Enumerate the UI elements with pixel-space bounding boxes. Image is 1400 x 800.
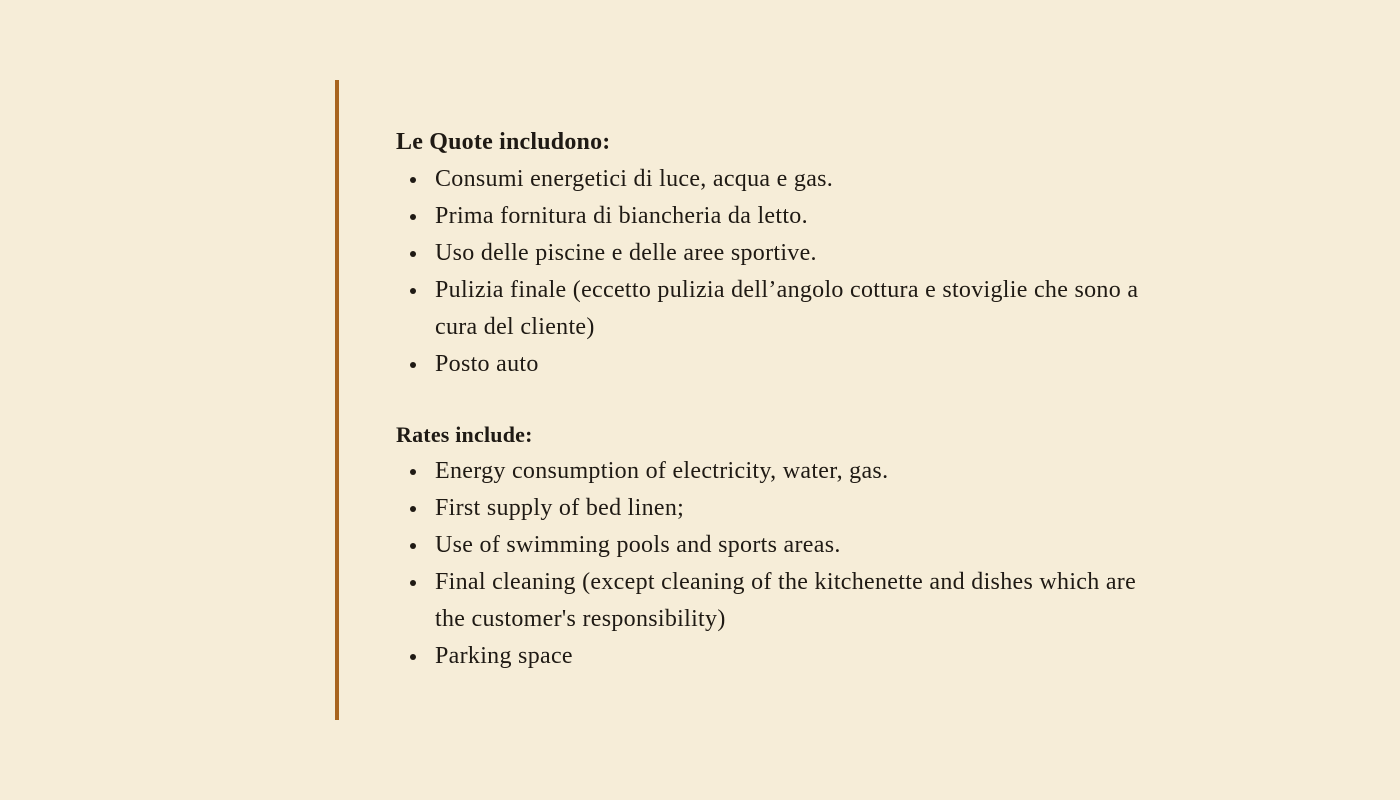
list-item-text: Posto auto [435,351,539,377]
list-item-text: Energy consumption of electricity, water, gas. [435,458,889,484]
bullet-icon [410,543,416,549]
rates-info-content [396,124,1156,675]
bullet-icon [410,506,416,512]
list-item-text: Prima fornitura di biancheria da letto. [435,203,808,229]
italian-heading: Le Quote includono: [396,129,611,155]
list-item [396,346,1156,383]
list-item [396,490,1156,527]
accent-vertical-rule [335,80,339,720]
list-item [396,272,1156,346]
list-item-text: Consumi energetici di luce, acqua e gas. [435,166,834,192]
section-spacer [396,383,1156,416]
list-item-text: First supply of bed linen; [435,495,685,521]
list-item-text: Pulizia finale (eccetto pulizia dell’angolo cottura e stoviglie che sono a cura del cliente) [435,277,1139,340]
bullet-icon [410,469,416,475]
list-item-text: Uso delle piscine e delle aree sportive. [435,240,817,266]
english-heading: Rates include: [396,422,533,447]
list-item-text: Parking space [435,643,573,669]
list-item-text: Use of swimming pools and sports areas. [435,532,841,558]
italian-list [396,161,1156,383]
bullet-icon [410,214,416,220]
list-item [396,638,1156,675]
bullet-icon [410,288,416,294]
list-item [396,564,1156,638]
bullet-icon [410,654,416,660]
list-item [396,527,1156,564]
bullet-icon [410,177,416,183]
list-item [396,235,1156,272]
bullet-icon [410,251,416,257]
list-item [396,198,1156,235]
list-item [396,161,1156,198]
list-item [396,453,1156,490]
bullet-icon [410,580,416,586]
english-list [396,453,1156,675]
list-item-text: Final cleaning (except cleaning of the kitchenette and dishes which are the customer's responsibility) [435,569,1137,632]
bullet-icon [410,362,416,368]
